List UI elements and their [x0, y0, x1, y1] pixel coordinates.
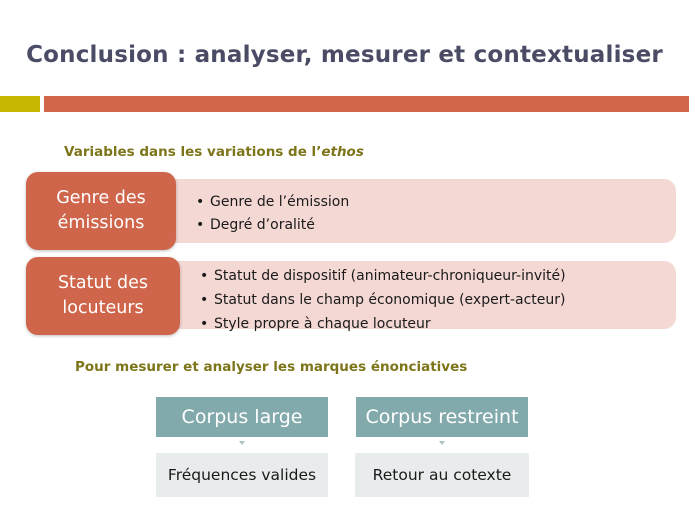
list-item-text: Degré d’oralité	[210, 217, 315, 233]
genre-list	[196, 191, 349, 237]
list-item-text: Statut dans le champ économique (expert-acteur)	[214, 292, 566, 308]
panel-genre	[140, 179, 676, 243]
bullet-icon: •	[200, 316, 209, 332]
corpus-large-box: Corpus large	[156, 397, 328, 437]
list-item-text: Statut de dispositif (animateur-chroniqueur-invité)	[214, 268, 566, 284]
bullet-icon: •	[196, 217, 205, 233]
accent-bar-short	[0, 96, 40, 112]
heading-variables-italic: ethos	[321, 144, 364, 160]
section-heading-mesurer: Pour mesurer et analyser les marques énonciatives	[75, 359, 468, 375]
list-item	[196, 191, 349, 214]
list-item	[200, 264, 566, 288]
slide-title: Conclusion : analyser, mesurer et contextualiser	[26, 42, 663, 68]
bullet-icon: •	[196, 194, 205, 210]
cotexte-box: Retour au cotexte	[355, 453, 529, 497]
list-item	[200, 312, 566, 336]
label-genre-text: Genre des émissions	[56, 188, 146, 233]
label-box-statut	[26, 257, 180, 335]
label-statut-text: Statut des locuteurs	[57, 273, 149, 318]
accent-bar-long	[44, 96, 689, 112]
list-item	[196, 214, 349, 237]
section-heading-variables	[64, 144, 364, 160]
bullet-icon: •	[200, 268, 209, 284]
panel-statut	[140, 261, 676, 332]
arrow-down-icon	[439, 441, 445, 445]
statut-list	[200, 264, 566, 336]
list-item	[200, 288, 566, 312]
frequences-box: Fréquences valides	[156, 453, 328, 497]
heading-variables-text: Variables dans les variations de l’	[64, 144, 322, 160]
bullet-icon: •	[200, 292, 209, 308]
list-item-text: Style propre à chaque locuteur	[214, 316, 431, 332]
list-item-text: Genre de l’émission	[210, 194, 350, 210]
corpus-restreint-box: Corpus restreint	[356, 397, 528, 437]
label-box-genre	[26, 172, 176, 250]
arrow-down-icon	[239, 441, 245, 445]
